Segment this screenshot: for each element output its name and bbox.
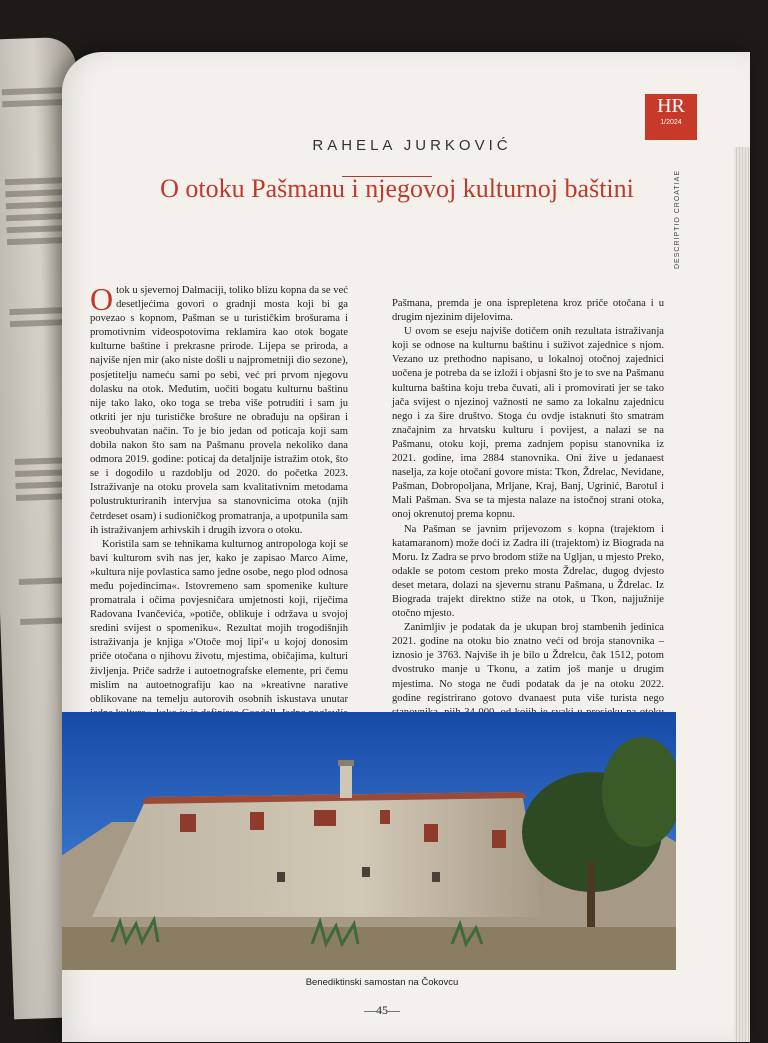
monastery-photo [62,712,676,970]
paragraph: U ovom se eseju najviše dotičem onih rezultata istraživanja koji se odnose na kulturnu baštinu i suživot zajednice s njom. Vezano uz prethodno napisano, u lokalnoj otočnoj zajednici uočena je potreba da se izloži i objasni što je to sve na Pašmanu kulturna baština koju treba čuvati, ali i promovirati jer se tako jača svijest o njezinoj važnosti ne samo za lokalnu zajednicu nego i za šire društvo. Stoga ću ovdje istaknuti što smatram značajnim za hrvatsku kulturu i povijest, a nalazi se na Pašmanu, otoku koji, prema zadnjem popisu stanovnika iz 2021. godine, ima 2884 stanovnika. Oni žive u jedanaest naselja, za koje otočani govore mista: Tkon, Ždrelac, Nevidane, Pašman, Dobropoljana, Mrljane, Kraj, Banj, Ugrinić, Barotul i Mali Pašman. Sva se ta mjesta nalaze na istočnoj strani otoka, onoj okrenutoj prema kopnu. [392,326,664,521]
magazine-page [62,52,750,1042]
issue-number: 1/2024 [660,119,682,126]
text-column-right [392,297,664,748]
paragraph-text: tok u sjevernoj Dalmaciji, toliko blizu kopna da se već desetljećima govori o gradnji mosta koji bi ga povezao s kopnom, Pašman se u turističkim brošurama i promotivnim videospotovima reklamira kao otok bogate kulturne baštine i prekrasne prirode. Lijepa se priroda, a najviše njen mir (ako niste došli u najprometniji dio sezone), posjetitelju nameću sami po sebi, već pri prvom njegovu dolasku na otok. Međutim, uočiti bogatu kulturnu baštinu nije tako lako, oko toga se treba više potruditi i sam ju otkriti jer nju turističke brošure ne obrađuju na opširan i sveobuhvatan način. To je bio jedan od poticaja koji sam dobila nakon što sam na Pašmanu provela nekoliko dana odmora 2019. godine: poticaj da detaljnije istražim otok, što se i dogodilo u razdoblju od 2020. do početka 2023. Istraživanje na otoku provela sam kvalitativnim metodama polustrukturiranih intervjua sa stanovnicima otoka (njih četrdeset osam) i sudioničkog promatranja, a upotpunila sam ih istraživanjem arhivskih i drugih izvora o otoku. [90,285,348,536]
article-author: RAHELA JURKOVIĆ [312,137,512,154]
paragraph: Koristila sam se tehnikama kulturnog antropologa koji se bavi kulturom svih nas jer, kako je zapisao Marco Aime, »kultura nije povlastica samo jedne osobe, nego plod odnosa među pojedincima«. Istovremeno sam spomenike kulture promatrala i očima povjesničara umjetnosti koji, riječima Radovana Ivančevića, »potiče, oblikuje i održava u svojoj sredini svijest o spomeniku«. Rezultat mojih trogodišnjih istraživanja je knjiga »'Otoče moj lipi'« u kojoj donosim priče otočana o njihovu životu, mjestima, običajima, kulturi življenja. Priče sadrže i autoetnografske elemente, pri čemu mislim na autoetnografiju kao na »kreativne narative oblikovane na temelju autorovih osobnih iskustava unutar [90,538,348,705]
paragraph [90,281,348,538]
paragraph: Na Pašman se javnim prijevozom s kopna (trajektom i katamaranom) može doći iz Zadra ili (trajektom) iz Biograda na Moru. Iz Zadra se prvo brodom stiže na Ugljan, u mjesto Preko, odakle se potom cestom preko mosta Ždrelac, dugog dvjesto deset metara, dolazi na sjevernu stranu Pašmana, u Ždrelac. Iz Biograda trajekt direktno stiže na otok, u Tkon, najjužnije otočno mjesto. [392,523,664,620]
logo-text: HR [657,95,685,117]
photo-caption: Benediktinski samostan na Čokovcu [305,977,459,988]
magazine-logo [645,94,697,140]
paragraph: Pašmana, premda je ona isprepletena kroz priče otočana i u drugim njezinim dijelovima. [392,298,664,324]
paragraph: Zanimljiv je podatak da je ukupan broj stambenih jedinica 2021. godine na otoku bio znatno veći od broja stanovnika – iznosio je 3763. Najviše ih je bilo u Ždrelcu, čak 1512, potom dvostruko manje u Tkonu, a zatim još manje u drugim mjestima. No stoga ne čudi podatak da je na otoku 2022. godine registrirano gotovo dvanaest puta više turista nego [392,622,664,704]
text-column-left [90,281,348,735]
page-number: —45— [364,1003,400,1017]
photo-illustration [62,712,676,970]
dropcap: O [90,281,114,317]
section-label: DESCRIPTIO CROATIAE [674,170,681,269]
page-stack-edge [734,147,750,1042]
article-title: O otoku Pašmanu i njegovoj kulturnoj baštini [160,174,634,203]
